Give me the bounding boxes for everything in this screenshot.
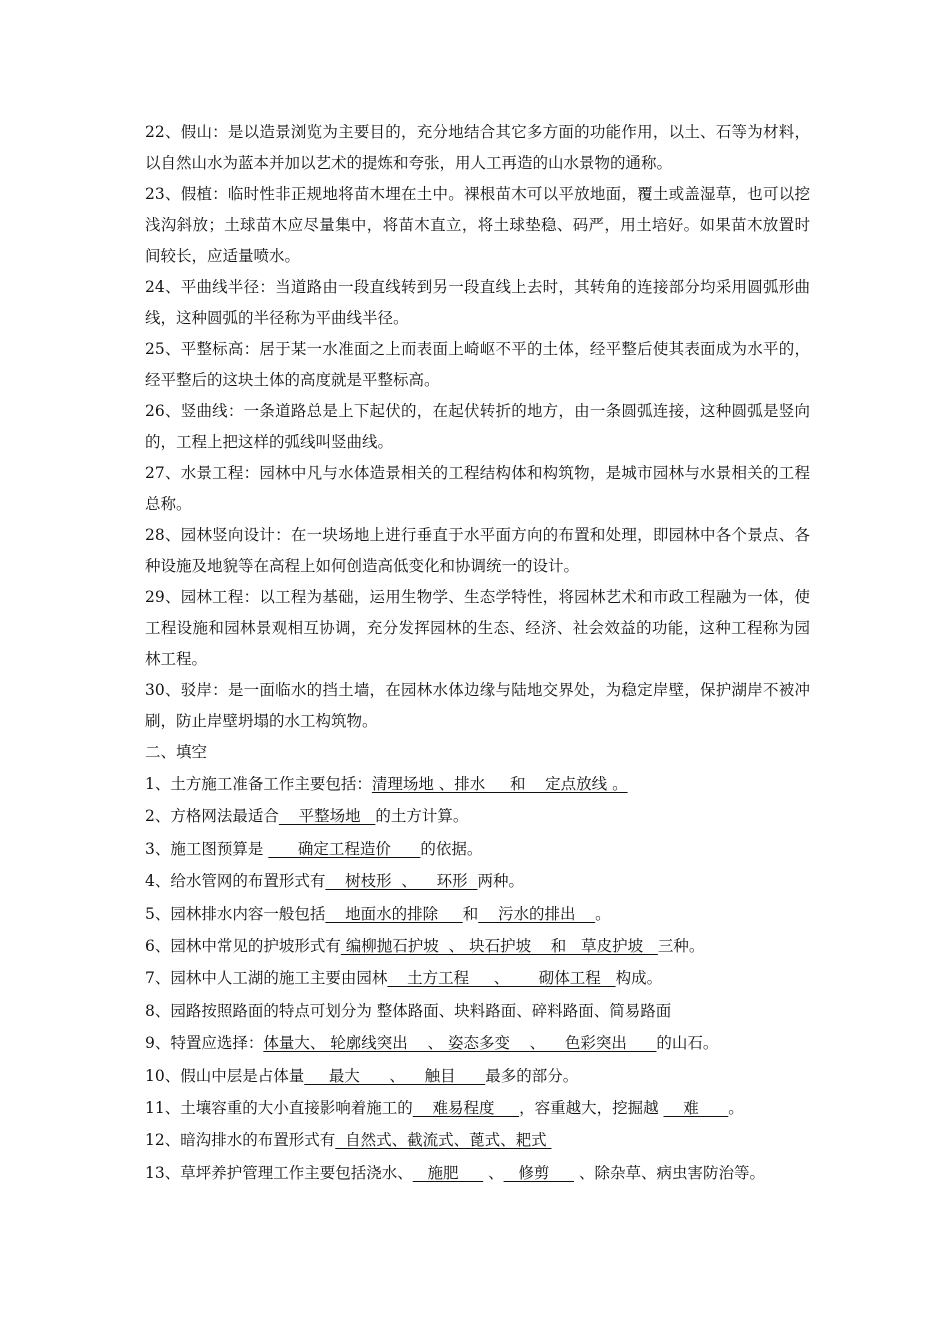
answer-blank: 地面水的排除	[325, 904, 463, 923]
question-text: 12、暗沟排水的布置形式有	[145, 1131, 336, 1150]
fill-in-item	[145, 768, 810, 800]
fill-in-item	[145, 1027, 810, 1059]
definition-paragraph: 24、平曲线半径：当道路由一段直线转到另一段直线上去时，其转角的连接部分均采用圆弧形曲线，这种圆弧的半径称为平曲线半径。	[145, 278, 810, 327]
question-text: 和	[462, 904, 479, 923]
fill-in-item	[145, 1124, 810, 1156]
fill-in-item	[145, 962, 810, 994]
question-text: 1、土方施工准备工作主要包括：	[145, 775, 372, 793]
question-text: 11、土壤容重的大小直接影响着施工的	[145, 1099, 413, 1118]
question-text: 7、园林中人工湖的施工主要由园林	[145, 969, 388, 988]
answer-blank: 最大 、 触目	[304, 1066, 486, 1085]
question-text: 4、给水管网的布置形式有	[145, 872, 326, 891]
fill-in-item	[145, 833, 810, 865]
question-text: 、除杂草、病虫害防治等。	[574, 1163, 765, 1182]
answer-blank: 自然式、截流式、蓖式、耙式	[335, 1131, 552, 1150]
question-text: 、	[483, 1163, 504, 1182]
fill-in-item	[145, 898, 810, 930]
answer-blank: 污水的排出	[478, 904, 596, 923]
question-text: 。	[595, 904, 611, 923]
fill-in-item	[145, 800, 810, 832]
fill-in-item	[145, 865, 810, 897]
answer-blank: 体量大、 轮廓线突出 、 姿态多变 、 色彩突出	[263, 1034, 657, 1053]
question-text: ，容重越大，挖掘越	[519, 1099, 664, 1118]
section-heading: 二、填空	[145, 743, 208, 761]
fill-in-item	[145, 1157, 810, 1189]
definition-paragraph: 29、园林工程：以工程为基础，运用生物学、生态学特性，将园林艺术和市政工程融为一体，使工程设施和园林景观相互协调，充分发挥园林的生态、经济、社会效益的功能，这种工程称为园林工程。	[145, 588, 810, 668]
question-text: 3、施工图预算是	[145, 839, 269, 858]
question-text: 的山石。	[656, 1034, 719, 1053]
question-text: 6、园林中常见的护坡形式有	[145, 937, 341, 956]
question-text: 的土方计算。	[375, 807, 469, 826]
definition-paragraph: 22、假山：是以造景浏览为主要目的，充分地结合其它多方面的功能作用，以土、石等为材料，以自然山水为蓝本并加以艺术的提炼和夸张，用人工再造的山水景物的通称。	[145, 123, 810, 172]
question-text: 9、特置应选择：	[145, 1034, 264, 1053]
answer-blank: 清理场地 、排水 和 定点放线 。	[371, 775, 628, 793]
document-page	[145, 117, 810, 1189]
question-text: 构成。	[615, 969, 663, 988]
question-text: 5、园林排水内容一般包括	[145, 904, 326, 923]
answer-blank: 难	[663, 1099, 729, 1118]
definition-paragraph: 26、竖曲线：一条道路总是上下起伏的，在起伏转折的地方，由一条圆弧连接，这种圆弧是竖向的，工程上把这样的弧线叫竖曲线。	[145, 402, 810, 451]
question-text: 10、假山中层是占体量	[145, 1066, 305, 1085]
definition-paragraph: 30、驳岸：是一面临水的挡土墙，在园林水体边缘与陆地交界处，为稳定岸壁，保护湖岸不被冲刷，防止岸壁坍塌的水工构筑物。	[145, 681, 810, 730]
answer-blank: 树枝形 、 环形	[325, 872, 478, 891]
answer-blank: 编柳抛石护坡 、 块石护坡 和 草皮护坡	[340, 937, 658, 956]
answer-blank: 难易程度	[412, 1099, 520, 1118]
question-text: 13、草坪养护管理工作主要包括浇水、	[145, 1163, 413, 1182]
answer-blank: 修剪	[503, 1163, 575, 1182]
question-text: 的依据。	[420, 839, 483, 858]
fill-in-list	[145, 768, 810, 1189]
definition-paragraph: 28、园林竖向设计：在一块场地上进行垂直于水平面方向的布置和处理，即园林中各个景点、各种设施及地貌等在高程上如何创造高低变化和协调统一的设计。	[145, 526, 810, 575]
fill-in-item	[145, 995, 810, 1027]
answer-blank: 土方工程 、 砌体工程	[387, 969, 616, 988]
answer-blank: 确定工程造价	[268, 839, 421, 858]
definition-paragraph: 25、平整标高：居于某一水准面之上而表面上崎岖不平的土体，经平整后使其表面成为水平的，经平整后的这块土体的高度就是平整标高。	[145, 340, 810, 389]
definition-paragraph: 27、水景工程：园林中凡与水体造景相关的工程结构体和构筑物，是城市园林与水景相关的工程总称。	[145, 464, 810, 513]
question-text: 三种。	[657, 937, 705, 956]
answer-blank: 施肥	[412, 1163, 484, 1182]
fill-in-item	[145, 930, 810, 962]
question-text: 最多的部分。	[485, 1066, 579, 1085]
fill-in-item	[145, 1092, 810, 1124]
answer-blank: 平整场地	[278, 807, 376, 826]
question-text: 两种。	[477, 872, 525, 891]
question-text: 2、方格网法最适合	[145, 807, 279, 826]
definition-paragraph: 23、假植：临时性非正规地将苗木埋在土中。裸根苗木可以平放地面，覆土或盖湿草，也可以挖浅沟斜放；土球苗木应尽量集中，将苗木直立，将土球垫稳、码严，用土培好。如果苗木放置时间较长，应适量喷水。	[145, 185, 810, 265]
question-text: 。	[728, 1099, 744, 1118]
fill-in-item	[145, 1060, 810, 1092]
question-text: 8、园路按照路面的特点可划分为 整体路面、块料路面、碎料路面、简易路面	[145, 1001, 672, 1020]
definition-list	[145, 117, 810, 737]
